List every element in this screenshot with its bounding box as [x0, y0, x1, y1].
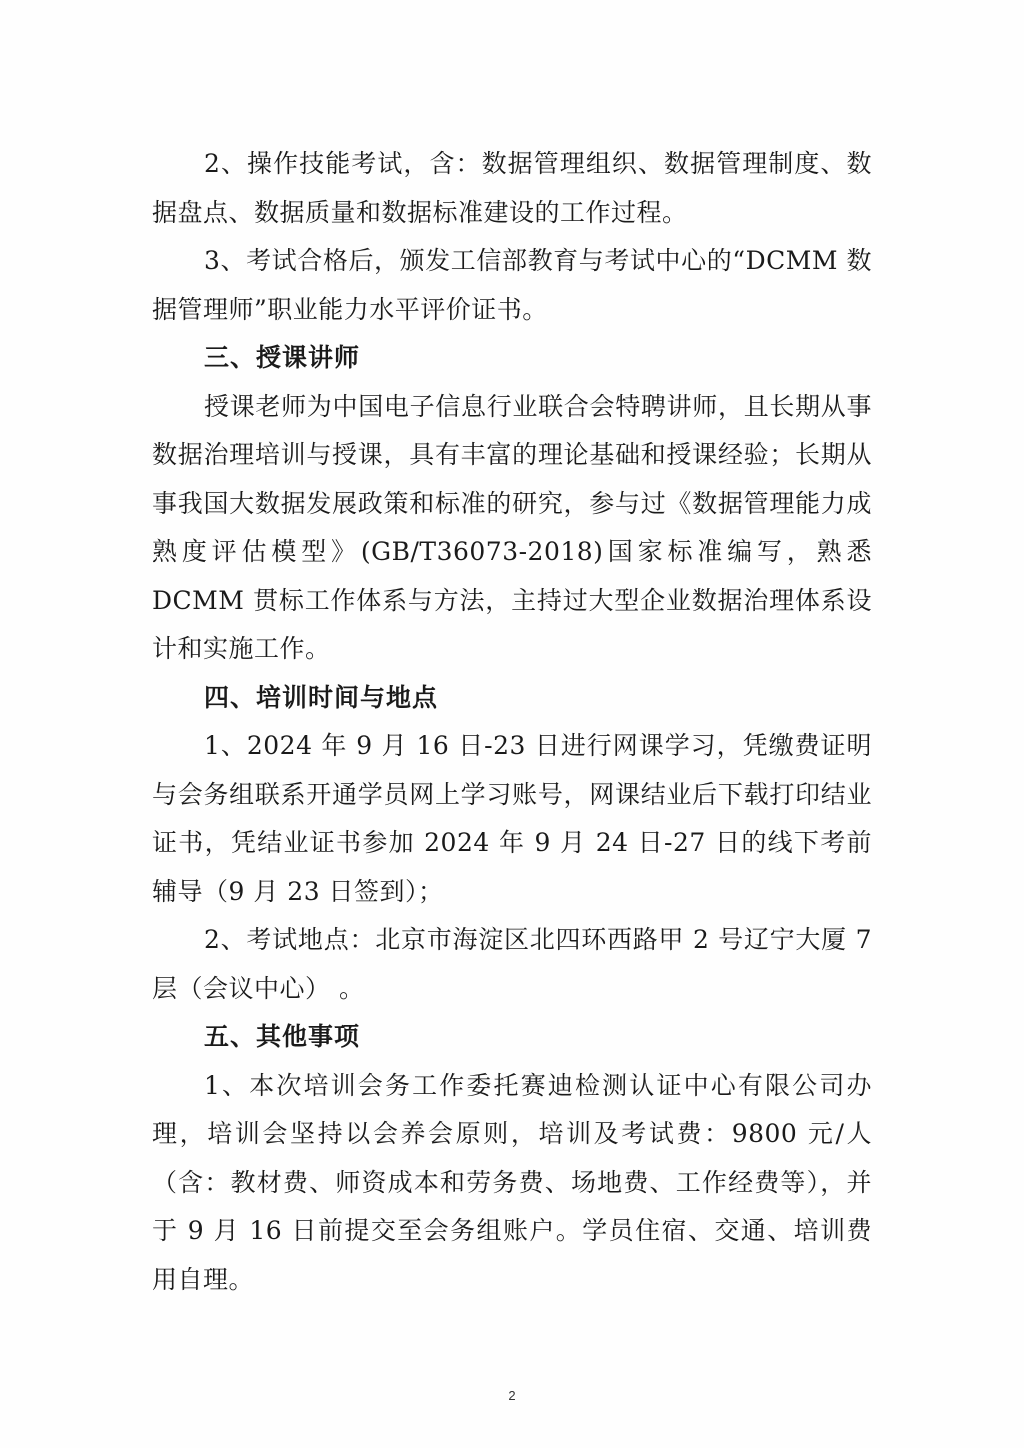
section-heading-instructors: 三、授课讲师 — [204, 343, 361, 372]
paragraph-exam-content: 2、操作技能考试，含：数据管理组织、数据管理制度、数据盘点、数据质量和数据标准建设的工作过程。 — [152, 149, 872, 227]
paragraph-instructors: 授课老师为中国电子信息行业联合会特聘讲师，且长期从事数据治理培训与授课，具有丰富的理论基础和授课经验；长期从事我国大数据发展政策和标准的研究，参与过《数据管理能力成熟度评估模型》(GB/T36073-2018)国家标准编写，熟悉 DCMM 贯标工作体系与方法，主持过大型企业数据治理体系设计和实施工作。 — [152, 391, 872, 663]
page-number: 2 — [508, 1388, 516, 1403]
section-heading-other: 五、其他事项 — [204, 1022, 361, 1051]
section-heading-time-location: 四、培训时间与地点 — [204, 682, 439, 712]
document-body — [152, 140, 872, 1304]
paragraph-location: 2、考试地点：北京市海淀区北四环西路甲 2 号辽宁大厦 7 层（会议中心） 。 — [152, 925, 872, 1003]
paragraph-schedule: 1、2024 年 9 月 16 日-23 日进行网课学习，凭缴费证明与会务组联系开通学员网上学习账号，网课结业后下载打印结业证书，凭结业证书参加 2024 年 9 月 24 日-27 日的线下考前辅导（9 月 23 日签到）； — [152, 731, 872, 906]
paragraph-fees: 1、本次培训会务工作委托赛迪检测认证中心有限公司办理，培训会坚持以会养会原则，培训及考试费：9800 元/人（含：教材费、师资成本和劳务费、场地费、工作经费等），并于 9 月 16 日前提交至会务组账户。学员住宿、交通、培训费用自理。 — [152, 1070, 872, 1294]
paragraph-certificate: 3、考试合格后，颁发工信部教育与考试中心的“DCMM 数据管理师”职业能力水平评价证书。 — [152, 246, 872, 324]
